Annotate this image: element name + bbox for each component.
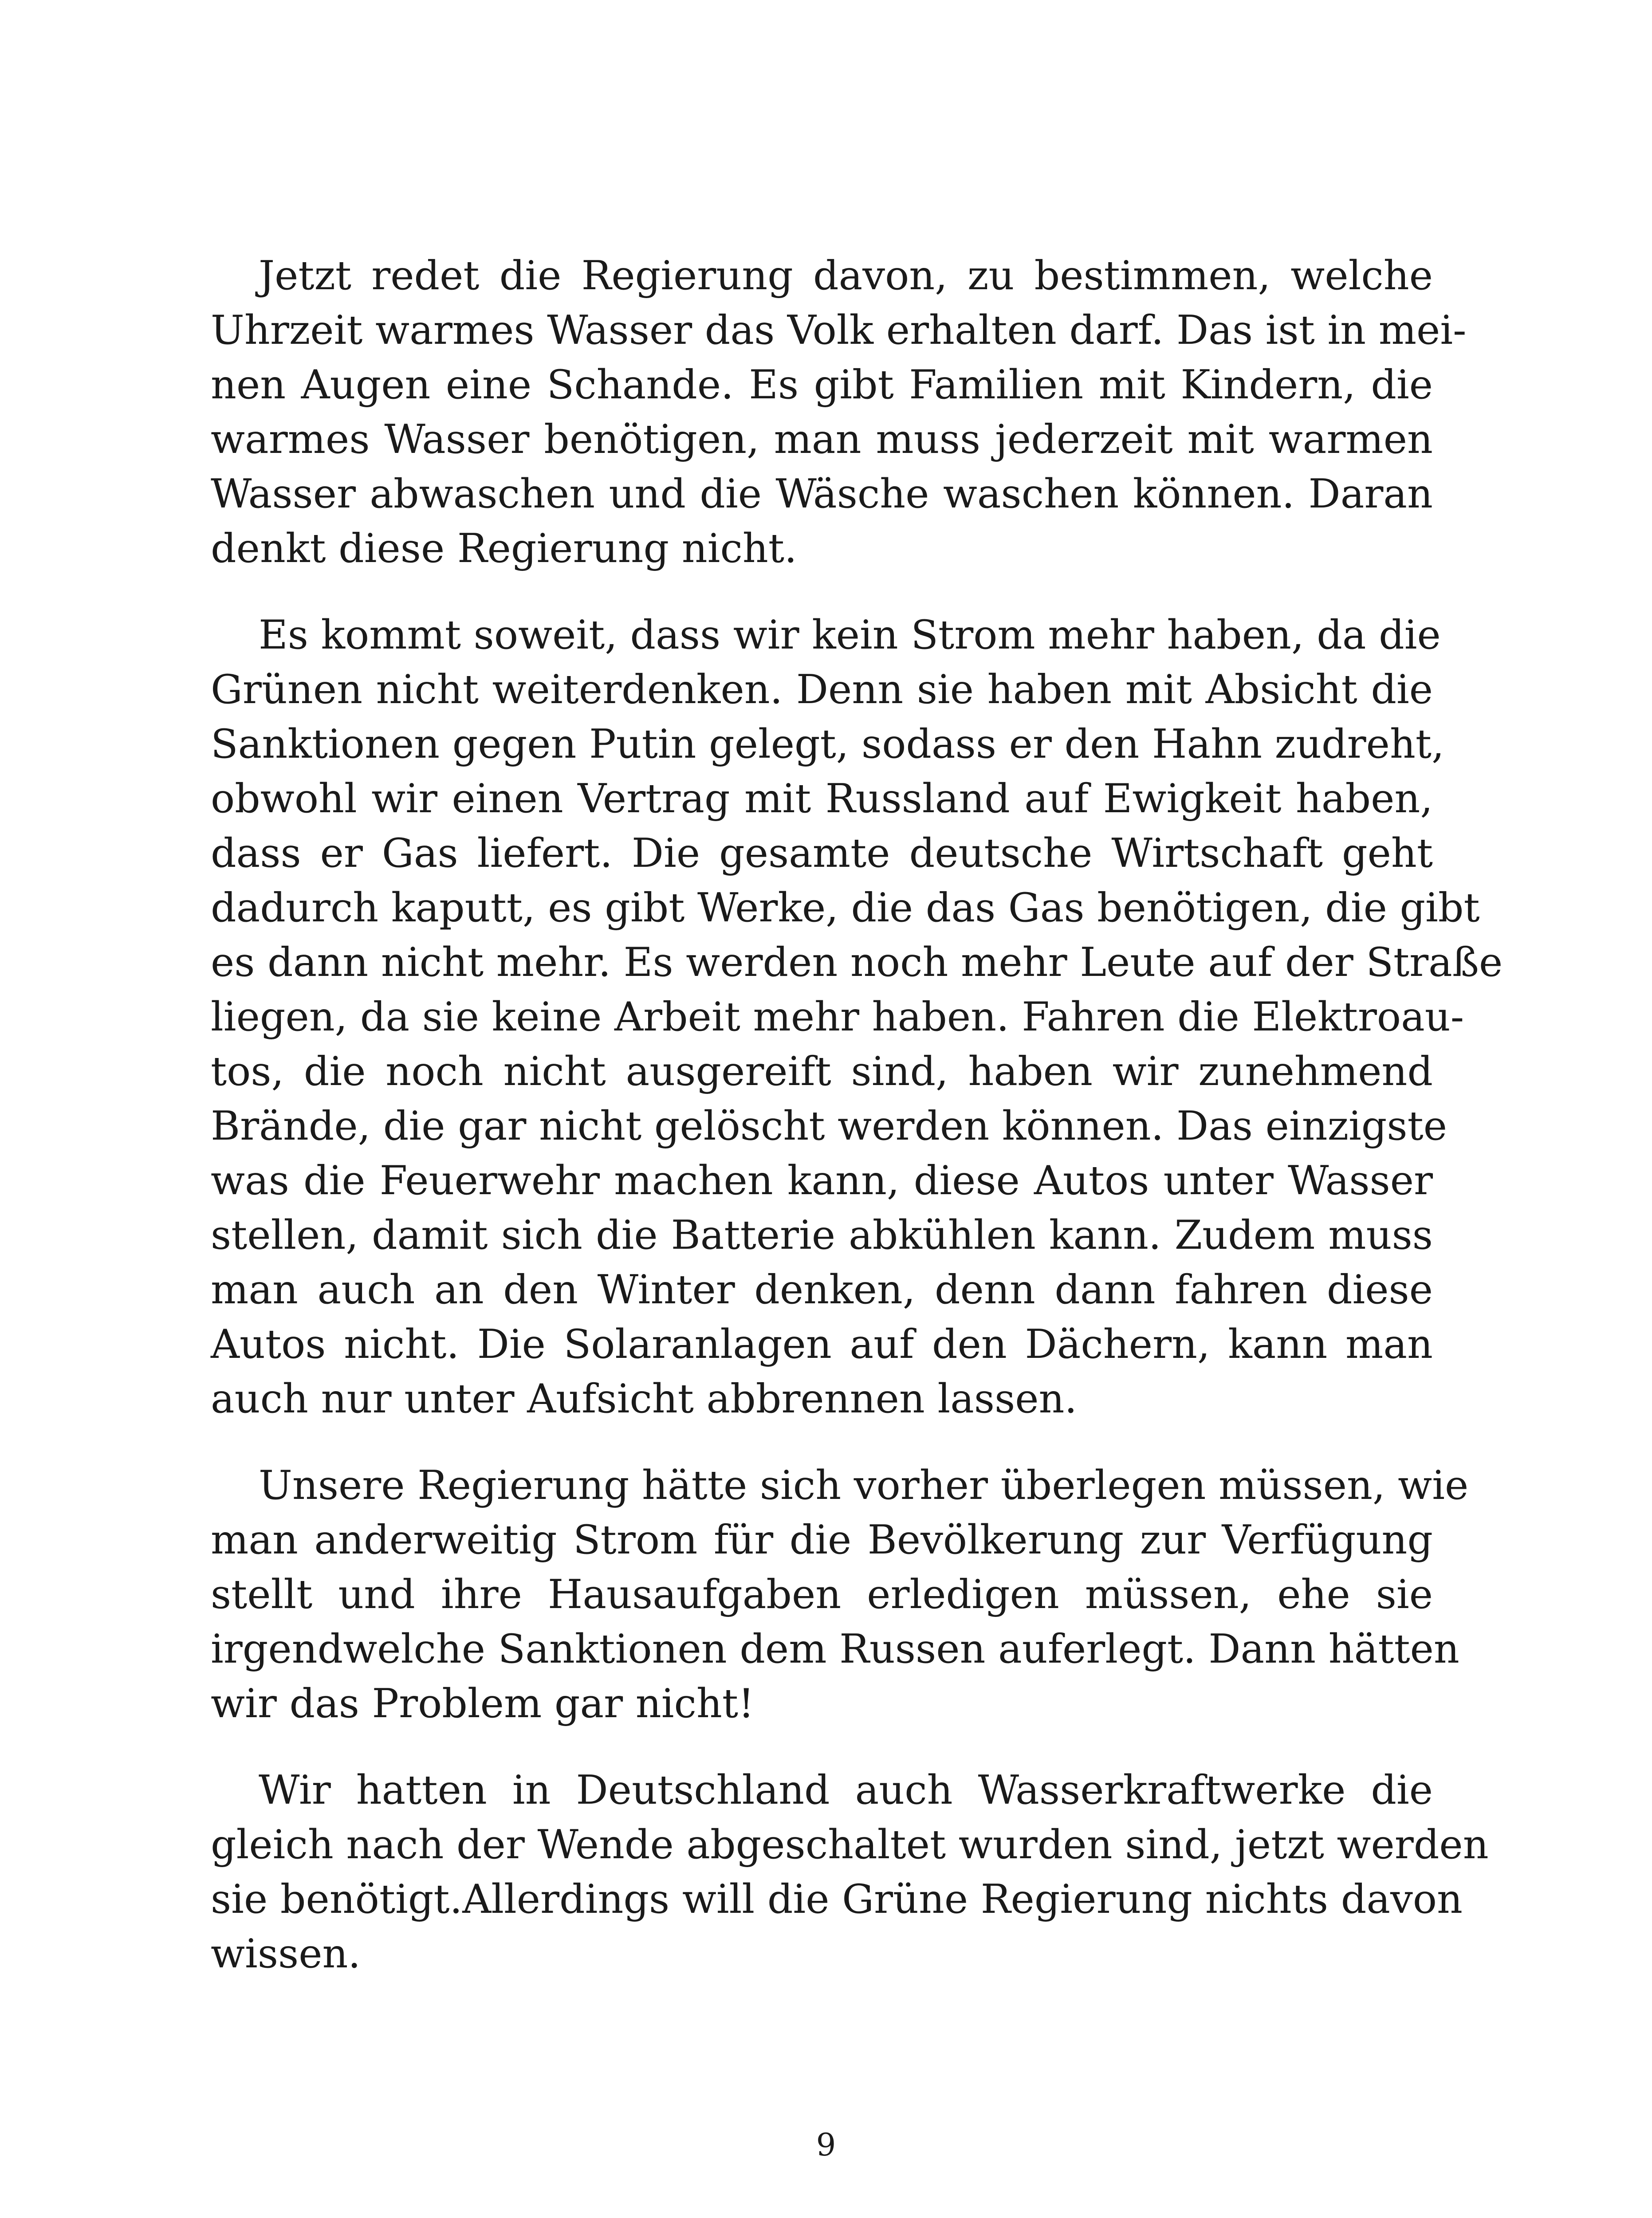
text-line: nen Augen eine Schande. Es gibt Familien mit Kindern, die <box>211 362 1433 408</box>
text-line: dadurch kaputt, es gibt Werke, die das Gas benötigen, die gibt <box>211 885 1480 931</box>
text-line: man anderweitig Strom für die Bevölkerung zur Verfügung <box>211 1517 1433 1563</box>
text-line: warmes Wasser benötigen, man muss jederzeit mit warmen <box>211 416 1433 463</box>
text-line: stellen, damit sich die Batterie abkühlen kann. Zudem muss <box>211 1212 1433 1258</box>
text-line: was die Feuerwehr machen kann, diese Autos unter Wasser <box>211 1157 1433 1204</box>
paragraph-2 <box>211 608 1503 1426</box>
paragraph-1 <box>211 248 1467 576</box>
text-line: stellt und ihre Hausaufgaben erledigen müssen, ehe sie <box>211 1571 1433 1618</box>
text-line: irgendwelche Sanktionen dem Russen auferlegt. Dann hätten <box>211 1626 1459 1672</box>
page-number: 9 <box>816 2127 836 2163</box>
text-line: Unsere Regierung hätte sich vorher überlegen müssen, wie <box>259 1462 1469 1509</box>
text-line: Grünen nicht weiterdenken. Denn sie haben mit Absicht die <box>211 666 1433 713</box>
paragraph-3 <box>211 1458 1469 1731</box>
body-text <box>211 248 1503 2013</box>
text-line: dass er Gas liefert. Die gesamte deutsche Wirtschaft geht <box>211 830 1433 877</box>
text-line: Es kommt soweit, dass wir kein Strom mehr haben, da die <box>259 612 1441 658</box>
text-line: Wasser abwaschen und die Wäsche waschen können. Daran <box>211 471 1433 517</box>
text-line: denkt diese Regierung nicht. <box>211 525 797 572</box>
text-line: Wir hatten in Deutschland auch Wasserkraftwerke die <box>259 1767 1433 1813</box>
text-line: obwohl wir einen Vertrag mit Russland auf Ewigkeit haben, <box>211 775 1433 822</box>
text-line: gleich nach der Wende abgeschaltet wurden sind, jetzt werden <box>211 1821 1489 1868</box>
text-line: liegen, da sie keine Arbeit mehr haben. Fahren die Elektroau- <box>211 994 1464 1040</box>
text-line: Sanktionen gegen Putin gelegt, sodass er den Hahn zudreht, <box>211 721 1444 767</box>
text-line: sie benötigt.Allerdings will die Grüne Regierung nichts davon <box>211 1876 1463 1923</box>
text-line: wir das Problem gar nicht! <box>211 1680 755 1727</box>
text-line: auch nur unter Aufsicht abbrennen lassen. <box>211 1376 1078 1422</box>
text-line: tos, die noch nicht ausgereift sind, haben wir zunehmend <box>211 1048 1433 1095</box>
text-line: wissen. <box>211 1931 361 1977</box>
text-line: Uhrzeit warmes Wasser das Volk erhalten darf. Das ist in mei- <box>211 307 1467 354</box>
text-line: Jetzt redet die Regierung davon, zu bestimmen, welche <box>259 252 1433 299</box>
text-line: man auch an den Winter denken, denn dann fahren diese <box>211 1266 1433 1313</box>
text-line: Brände, die gar nicht gelöscht werden können. Das einzigste <box>211 1103 1447 1149</box>
text-line: Autos nicht. Die Solaranlagen auf den Dächern, kann man <box>211 1321 1433 1368</box>
text-line: es dann nicht mehr. Es werden noch mehr Leute auf der Straße <box>211 939 1503 986</box>
paragraph-4 <box>211 1763 1489 1981</box>
